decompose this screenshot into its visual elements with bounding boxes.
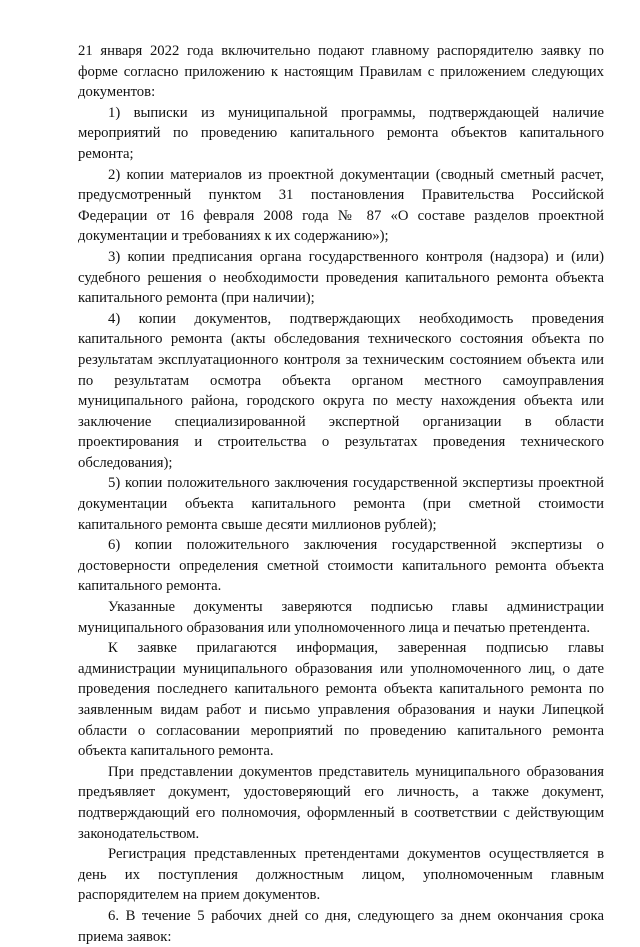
paragraph-item-6: 6) копии положительного заключения государственной экспертизы о достоверности определения сметной стоимости капитального ремонта объекта капитального ремонта. xyxy=(78,537,604,595)
paragraph-item-2: 2) копии материалов из проектной документации (сводный сметный расчет, предусмотренный пунктом 31 постановления Правительства Российской Федерации от 16 февраля 2008 года № 87 «О составе разделов проектной документации и требованиях к их содержанию»); xyxy=(78,166,604,245)
document-page xyxy=(78,41,604,947)
paragraph-registration: Регистрация представленных претендентами документов осуществляется в день их поступления должностным лицом, уполномоченным главным распорядителем на прием документов. xyxy=(78,846,604,904)
paragraph-representative: При представлении документов представитель муниципального образования предъявляет документ, удостоверяющий его личность, а также документ, подтверждающий его полномочия, оформленный в соответствии с действующим законодательством. xyxy=(78,763,604,842)
paragraph-item-3: 3) копии предписания органа государственного контроля (надзора) и (или) судебного решения о необходимости проведения капитального ремонта объекта капитального ремонта (при наличии); xyxy=(78,248,604,307)
paragraph-section-6: 6. В течение 5 рабочих дней со дня, следующего за днем окончания срока приема заявок: xyxy=(78,907,604,945)
paragraph-item-4: 4) копии документов, подтверждающих необходимость проведения капитального ремонта (акты обследования технического состояния объекта по результатам эксплуатационного контроля за техническим состоянием объекта или по результатам осмотра объекта органом местного самоуправления муниципального района, городского округа по месту нахождения объекта или заключение специализированной экспертной организации в области проектирования и строительства о результатах проведения технического обследования); xyxy=(78,310,604,471)
paragraph-item-5: 5) копии положительного заключения государственной экспертизы проектной документации объекта капитального ремонта (при сметной стоимости капитального ремонта свыше десяти миллионов рублей); xyxy=(78,475,604,533)
paragraph-item-1: 1) выписки из муниципальной программы, подтверждающей наличие мероприятий по проведению капитального ремонта объектов капитального ремонта; xyxy=(78,104,604,162)
paragraph-certification: Указанные документы заверяются подписью главы администрации муниципального образования или уполномоченного лица и печатью претендента. xyxy=(78,599,604,636)
paragraph-attachments: К заявке прилагаются информация, заверенная подписью главы администрации муниципального образования или уполномоченного лиц, о дате проведения последнего капитального ремонта объекта капитального ремонта по заявленным видам работ и письмо управления образования и науки Липецкой области о согласовании мероприятий по проведению капитального ремонта объекта капитального ремонта. xyxy=(78,640,604,760)
paragraph-intro: 21 января 2022 года включительно подают главному распорядителю заявку по форме согласно приложению к настоящим Правилам с приложением следующих документов: xyxy=(78,43,604,101)
